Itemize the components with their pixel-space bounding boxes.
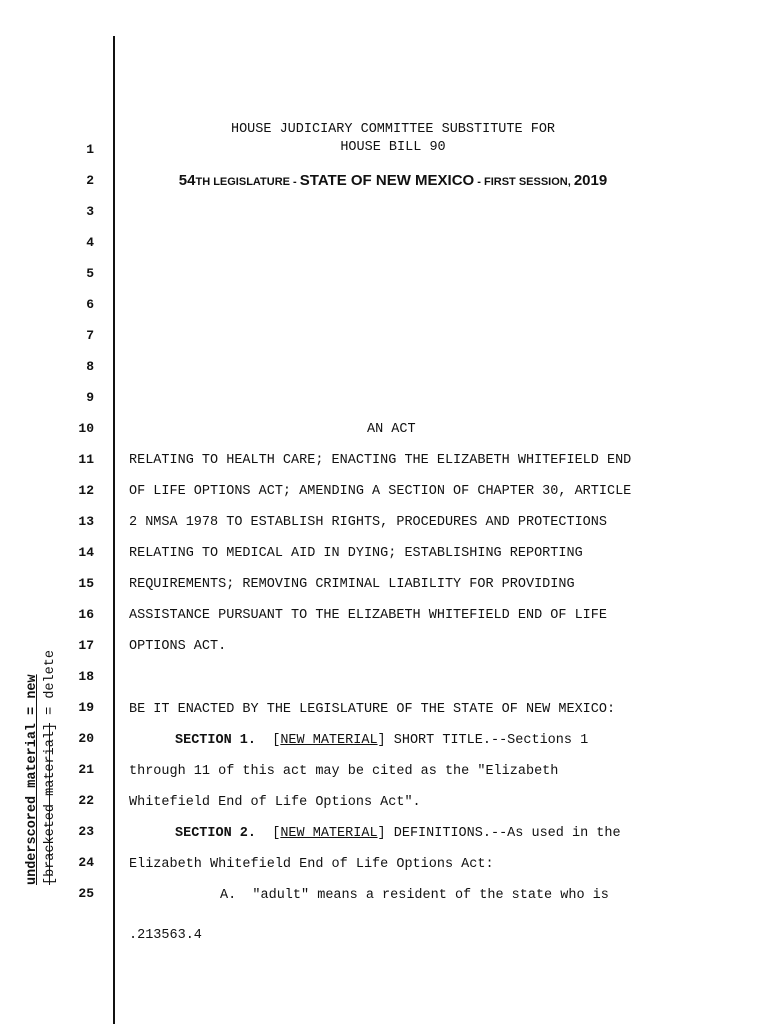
line-number: 2: [86, 173, 94, 188]
line-number: 15: [78, 576, 94, 591]
bill-title-line-1: HOUSE JUDICIARY COMMITTEE SUBSTITUTE FOR: [230, 122, 556, 137]
line-number: 14: [78, 545, 94, 560]
section-1-new-material-tag: NEW MATERIAL: [280, 733, 378, 748]
line-number: 19: [78, 700, 94, 715]
act-heading: AN ACT: [367, 422, 416, 437]
body-line-21: through 11 of this act may be cited as the "Elizabeth: [129, 764, 559, 779]
bill-title-line-2: HOUSE BILL 90: [340, 140, 446, 155]
line-number: 21: [78, 762, 94, 777]
session-label: - FIRST SESSION,: [474, 176, 574, 188]
state-name: STATE OF NEW MEXICO: [299, 172, 475, 189]
enacting-clause: BE IT ENACTED BY THE LEGISLATURE OF THE STATE OF NEW MEXICO:: [129, 702, 616, 717]
title-line-16: ASSISTANCE PURSUANT TO THE ELIZABETH WHITEFIELD END OF LIFE: [129, 608, 607, 623]
section-2-new-material-tag: NEW MATERIAL: [280, 826, 378, 841]
line-number: 11: [78, 452, 94, 467]
title-line-12: OF LIFE OPTIONS ACT; AMENDING A SECTION OF CHAPTER 30, ARTICLE: [129, 484, 632, 499]
line-number: 4: [86, 235, 94, 250]
body-line-22: Whitefield End of Life Options Act".: [129, 795, 421, 810]
amendment-legend: [24, 625, 60, 885]
line-number: 22: [78, 793, 94, 808]
line-number: 23: [78, 824, 94, 839]
section-2-line: SECTION 2. [NEW MATERIAL] DEFINITIONS.--As used in the: [175, 826, 621, 841]
line-number: 17: [78, 638, 94, 653]
title-line-17: OPTIONS ACT.: [129, 639, 227, 654]
legend-bracketed-material: [bracketed material]: [43, 722, 58, 885]
line-number: 5: [86, 266, 94, 281]
body-line-25: A. "adult" means a resident of the state who is: [220, 888, 609, 903]
section-1-heading: ] SHORT TITLE.--Sections 1: [377, 733, 589, 748]
margin-rule: [113, 36, 115, 1024]
body-line-24: Elizabeth Whitefield End of Life Options Act:: [129, 857, 494, 872]
section-1-label: SECTION 1.: [175, 733, 257, 748]
title-line-15: REQUIREMENTS; REMOVING CRIMINAL LIABILITY FOR PROVIDING: [129, 577, 575, 592]
line-number: 24: [78, 855, 94, 870]
title-line-14: RELATING TO MEDICAL AID IN DYING; ESTABLISHING REPORTING: [129, 546, 583, 561]
title-line-11: RELATING TO HEALTH CARE; ENACTING THE ELIZABETH WHITEFIELD END: [129, 453, 632, 468]
line-number: 7: [86, 328, 94, 343]
legislature-session-heading: [120, 172, 666, 190]
legislature-number: 54: [178, 172, 196, 189]
line-number: 9: [86, 390, 94, 405]
line-number: 3: [86, 204, 94, 219]
line-number: 25: [78, 886, 94, 901]
line-number: 6: [86, 297, 94, 312]
line-number: 16: [78, 607, 94, 622]
section-1-line: SECTION 1. [NEW MATERIAL] SHORT TITLE.--Sections 1: [175, 733, 589, 748]
session-year: 2019: [573, 172, 608, 189]
legend-delete-label: = delete: [43, 650, 58, 723]
legislature-suffix: TH LEGISLATURE -: [195, 176, 300, 188]
line-number: 10: [78, 421, 94, 436]
section-2-heading: ] DEFINITIONS.--As used in the: [377, 826, 621, 841]
legend-underscored-new: underscored material = new: [25, 674, 40, 885]
line-number: 12: [78, 483, 94, 498]
title-line-13: 2 NMSA 1978 TO ESTABLISH RIGHTS, PROCEDURES AND PROTECTIONS: [129, 515, 607, 530]
line-number: 8: [86, 359, 94, 374]
section-2-label: SECTION 2.: [175, 826, 257, 841]
line-number: 13: [78, 514, 94, 529]
line-number: 1: [86, 142, 94, 157]
line-number: 18: [78, 669, 94, 684]
document-number: .213563.4: [129, 928, 202, 943]
line-number: 20: [78, 731, 94, 746]
legend-bracketed-delete: [42, 625, 60, 885]
